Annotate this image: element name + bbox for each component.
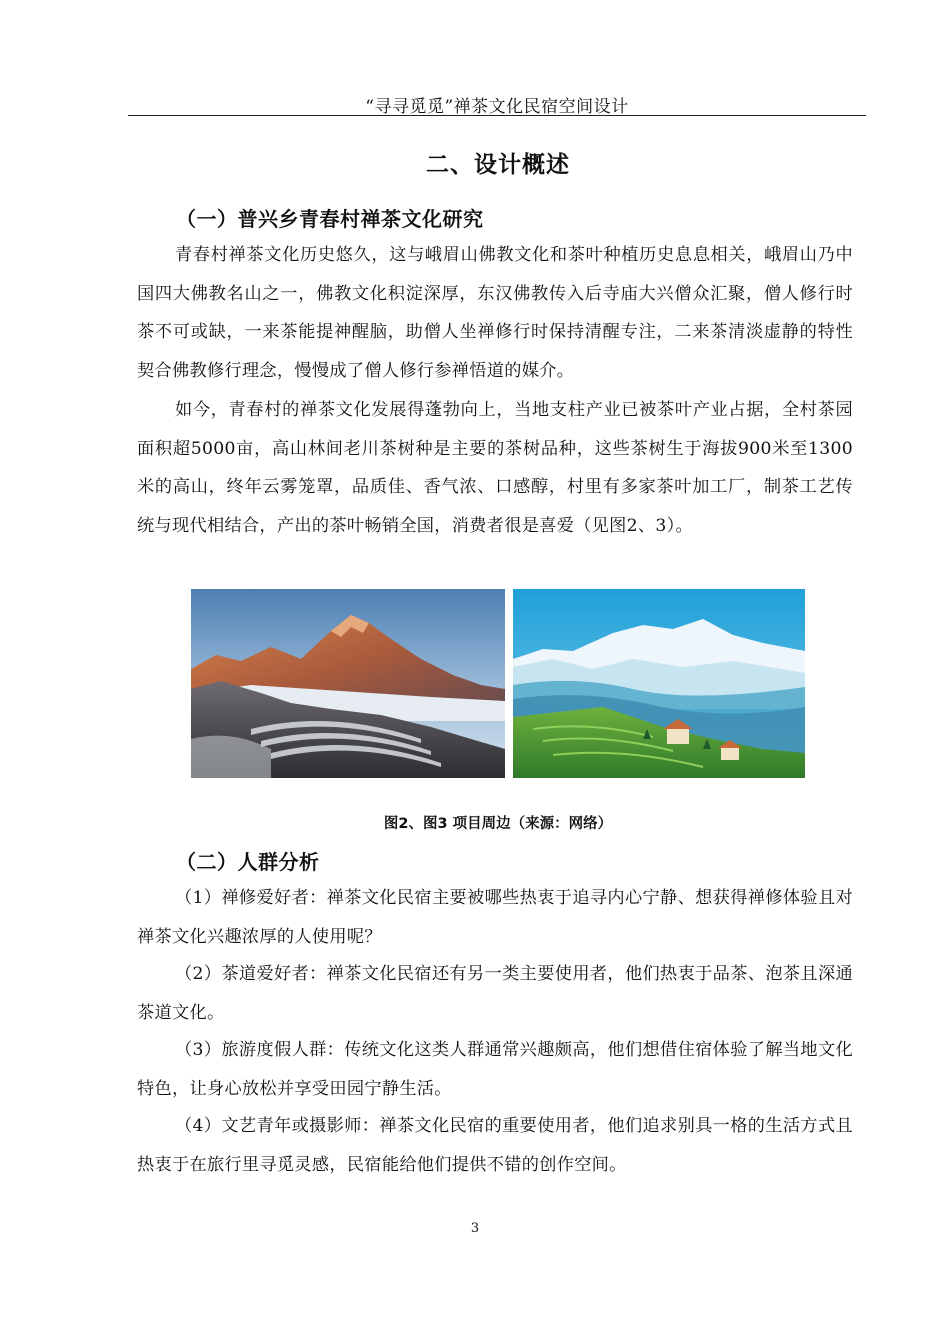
photo-snow-mountain-tea-garden — [513, 589, 805, 778]
paragraph-history: 青春村禅茶文化历史悠久，这与峨眉山佛教文化和茶叶种植历史息息相关，峨眉山乃中国四大佛教名山之一，佛教文化积淀深厚，东汉佛教传入后寺庙大兴僧众汇聚，僧人修行时茶不可或缺，一来茶能提神醒脑，助僧人坐禅修行时保持清醒专注，二来茶清淡虚静的特性契合佛教修行理念，慢慢成了僧人修行参禅悟道的媒介。 — [137, 245, 853, 381]
paragraph-audience-2: （2）茶道爱好者：禅茶文化民宿还有另一类主要使用者，他们热衷于品茶、泡茶且深通茶道文化。 — [137, 964, 853, 1023]
figure-caption: 图2、图3 项目周边（来源：网络） — [383, 816, 613, 832]
paragraph-audience-3: （3）旅游度假人群：传统文化这类人群通常兴趣颇高，他们想借住宿体验了解当地文化特色，让身心放松并享受田园宁静生活。 — [137, 1040, 853, 1099]
paragraph-audience-1: （1）禅修爱好者：禅茶文化民宿主要被哪些热衷于追寻内心宁静、想获得禅修体验且对禅茶文化兴趣浓厚的人使用呢？ — [137, 888, 853, 947]
mountain-terrace-illustration — [191, 589, 505, 778]
snow-mountain-illustration — [513, 589, 805, 778]
chapter-title: 二、设计概述 — [426, 152, 570, 178]
running-header: “寻寻觅觅”禅茶文化民宿空间设计 — [365, 97, 629, 117]
page-number: 3 — [470, 1221, 480, 1236]
header-rule — [128, 115, 866, 116]
photo-mountain-tea-terrace — [191, 589, 505, 778]
paragraph-audience-4: （4）文艺青年或摄影师：禅茶文化民宿的重要使用者，他们追求别具一格的生活方式且热衷于在旅行里寻觅灵感，民宿能给他们提供不错的创作空间。 — [137, 1116, 853, 1175]
section-title-research: （一）普兴乡青春村禅茶文化研究 — [176, 207, 484, 231]
section-title-audience: （二）人群分析 — [176, 850, 320, 874]
paragraph-today: 如今，青春村的禅茶文化发展得蓬勃向上，当地支柱产业已被茶叶产业占据，全村茶园面积超5000亩，高山林间老川茶树种是主要的茶树品种，这些茶树生于海拔900米至1300米的高山，终年云雾笼罩，品质佳、香气浓、口感醇，村里有多家茶叶加工厂，制茶工艺传统与现代相结合，产出的茶叶畅销全国，消费者很是喜爱（见图2、3）。 — [137, 400, 853, 536]
